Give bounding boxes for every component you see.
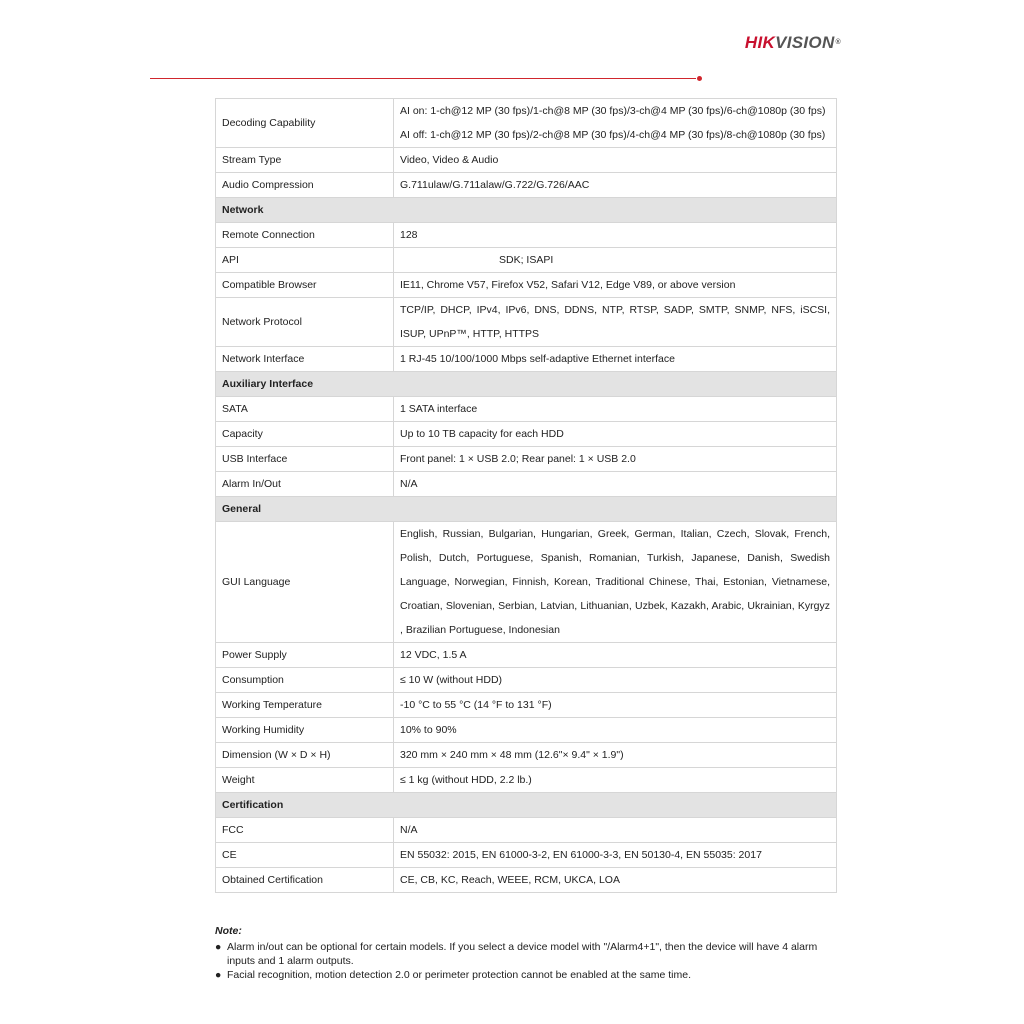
spec-value [394,298,837,347]
spec-value-line: 128 [400,229,418,241]
spec-value-line: 12 VDC, 1.5 A [400,649,467,661]
spec-row [216,522,837,643]
spec-row [216,298,837,347]
spec-row [216,173,837,198]
spec-label: Working Temperature [216,693,394,718]
spec-value-line: Up to 10 TB capacity for each HDD [400,428,564,440]
section-title: Certification [216,793,837,818]
spec-value [394,422,837,447]
spec-value [394,173,837,198]
logo-hik: HIK [744,33,776,52]
spec-value-line: AI on: 1-ch@12 MP (30 fps)/1-ch@8 MP (30 fps)/3-ch@4 MP (30 fps)/6-ch@1080p (30 fps) [400,105,826,117]
spec-row [216,868,837,893]
spec-row [216,148,837,173]
spec-value-line: 1 RJ-45 10/100/1000 Mbps self-adaptive Ethernet interface [400,353,675,365]
section-title: Auxiliary Interface [216,372,837,397]
spec-value [394,347,837,372]
header-red-rule [150,78,696,79]
spec-row [216,472,837,497]
spec-label: Capacity [216,422,394,447]
section-header-row [216,497,837,522]
spec-value [394,273,837,298]
section-header-row [216,198,837,223]
spec-value-line: Video, Video & Audio [400,154,499,166]
spec-value-line: ≤ 1 kg (without HDD, 2.2 lb.) [400,774,532,786]
spec-value-line: SDK; ISAPI [499,254,554,266]
spec-label: Network Interface [216,347,394,372]
spec-value-line: TCP/IP, DHCP, IPv4, IPv6, DNS, DDNS, NTP, RTSP, SADP, SMTP, SNMP, NFS, iSCSI, ISUP, UPnP™, HTTP, HTTPS [400,304,830,340]
notes-title: Note: [215,925,242,937]
spec-row [216,668,837,693]
spec-value [394,148,837,173]
spec-value-line: Front panel: 1 × USB 2.0; Rear panel: 1 × USB 2.0 [400,453,636,465]
spec-label: API [216,248,394,273]
spec-table-body [216,99,837,893]
spec-value [394,397,837,422]
spec-row [216,99,837,148]
spec-label: Obtained Certification [216,868,394,893]
spec-label: Audio Compression [216,173,394,198]
spec-value-line: EN 55032: 2015, EN 61000-3-2, EN 61000-3-3, EN 50130-4, EN 55035: 2017 [400,849,762,861]
notes [215,924,827,982]
spec-value-line: -10 °C to 55 °C (14 °F to 131 °F) [400,699,552,711]
spec-value [394,472,837,497]
spec-value-line: 1 SATA interface [400,403,478,415]
spec-value-line: ≤ 10 W (without HDD) [400,674,503,686]
spec-value-line: 320 mm × 240 mm × 48 mm (12.6"× 9.4" × 1.9") [400,749,624,761]
spec-value [394,447,837,472]
spec-row [216,273,837,298]
spec-label: Weight [216,768,394,793]
spec-value [394,743,837,768]
spec-value [394,818,837,843]
spec-label: FCC [216,818,394,843]
spec-value [394,248,837,273]
note-item [215,940,827,968]
spec-row [216,718,837,743]
spec-row [216,818,837,843]
spec-label: Alarm In/Out [216,472,394,497]
spec-value [394,768,837,793]
spec-row [216,248,837,273]
header-red-dot [697,76,702,81]
spec-value [394,668,837,693]
logo-registered-mark: ® [835,39,841,46]
spec-value-line: English, Russian, Bulgarian, Hungarian, Greek, German, Italian, Czech, Slovak, French, Polish, Dutch, Portuguese, Spanish, Romanian, Turkish, Japanese, Danish, Swedish Language, Norwegian, Finnish, Korean, Traditional Chinese, Thai, Estonian, Vietnamese, Croatian, Slovenian, Serbian, Latvian, Lithuanian, Uzbek, Kazakh, Arabic, Ukrainian, Kyrgyz , Brazilian Portuguese, Indonesian [400,528,830,636]
spec-label: GUI Language [216,522,394,643]
spec-row [216,223,837,248]
section-header-row [216,372,837,397]
section-header-row [216,793,837,818]
spec-label: Consumption [216,668,394,693]
spec-row [216,447,837,472]
hikvision-logo [745,33,841,53]
section-title: General [216,497,837,522]
spec-value [394,223,837,248]
spec-value [394,843,837,868]
spec-value-line: CE, CB, KC, Reach, WEEE, RCM, UKCA, LOA [400,874,620,886]
spec-value-line: IE11, Chrome V57, Firefox V52, Safari V12, Edge V89, or above version [400,279,736,291]
spec-label: Network Protocol [216,298,394,347]
note-text: Facial recognition, motion detection 2.0 or perimeter protection cannot be enabled at the same time. [227,969,692,981]
spec-value-line: AI off: 1-ch@12 MP (30 fps)/2-ch@8 MP (30 fps)/4-ch@4 MP (30 fps)/8-ch@1080p (30 fps) [400,129,826,141]
note-text: Alarm in/out can be optional for certain models. If you select a device model with "/Alarm4+1", then the device will have 4 alarm inputs and 1 alarm outputs. [227,941,818,967]
spec-table [215,98,837,893]
logo-vision: VISION [775,33,835,52]
spec-label: SATA [216,397,394,422]
spec-row [216,743,837,768]
spec-row [216,843,837,868]
spec-value-line: N/A [400,824,418,836]
spec-label: Dimension (W × D × H) [216,743,394,768]
spec-row [216,693,837,718]
spec-value [394,99,837,148]
spec-value-line: G.711ulaw/G.711alaw/G.722/G.726/AAC [400,179,590,191]
note-item [215,968,827,982]
spec-value [394,693,837,718]
spec-label: Remote Connection [216,223,394,248]
spec-label: Stream Type [216,148,394,173]
notes-list [215,940,827,982]
section-title: Network [216,198,837,223]
spec-row [216,643,837,668]
spec-value [394,643,837,668]
spec-label: USB Interface [216,447,394,472]
bullet-icon: ● [215,941,222,953]
spec-label: Decoding Capability [216,99,394,148]
spec-label: CE [216,843,394,868]
spec-value-line: 10% to 90% [400,724,457,736]
spec-row [216,768,837,793]
spec-value-line: N/A [400,478,418,490]
spec-value [394,718,837,743]
spec-row [216,422,837,447]
spec-label: Working Humidity [216,718,394,743]
spec-row [216,347,837,372]
spec-label: Compatible Browser [216,273,394,298]
bullet-icon: ● [215,969,222,981]
spec-value [394,868,837,893]
spec-value [394,522,837,643]
spec-label: Power Supply [216,643,394,668]
spec-row [216,397,837,422]
